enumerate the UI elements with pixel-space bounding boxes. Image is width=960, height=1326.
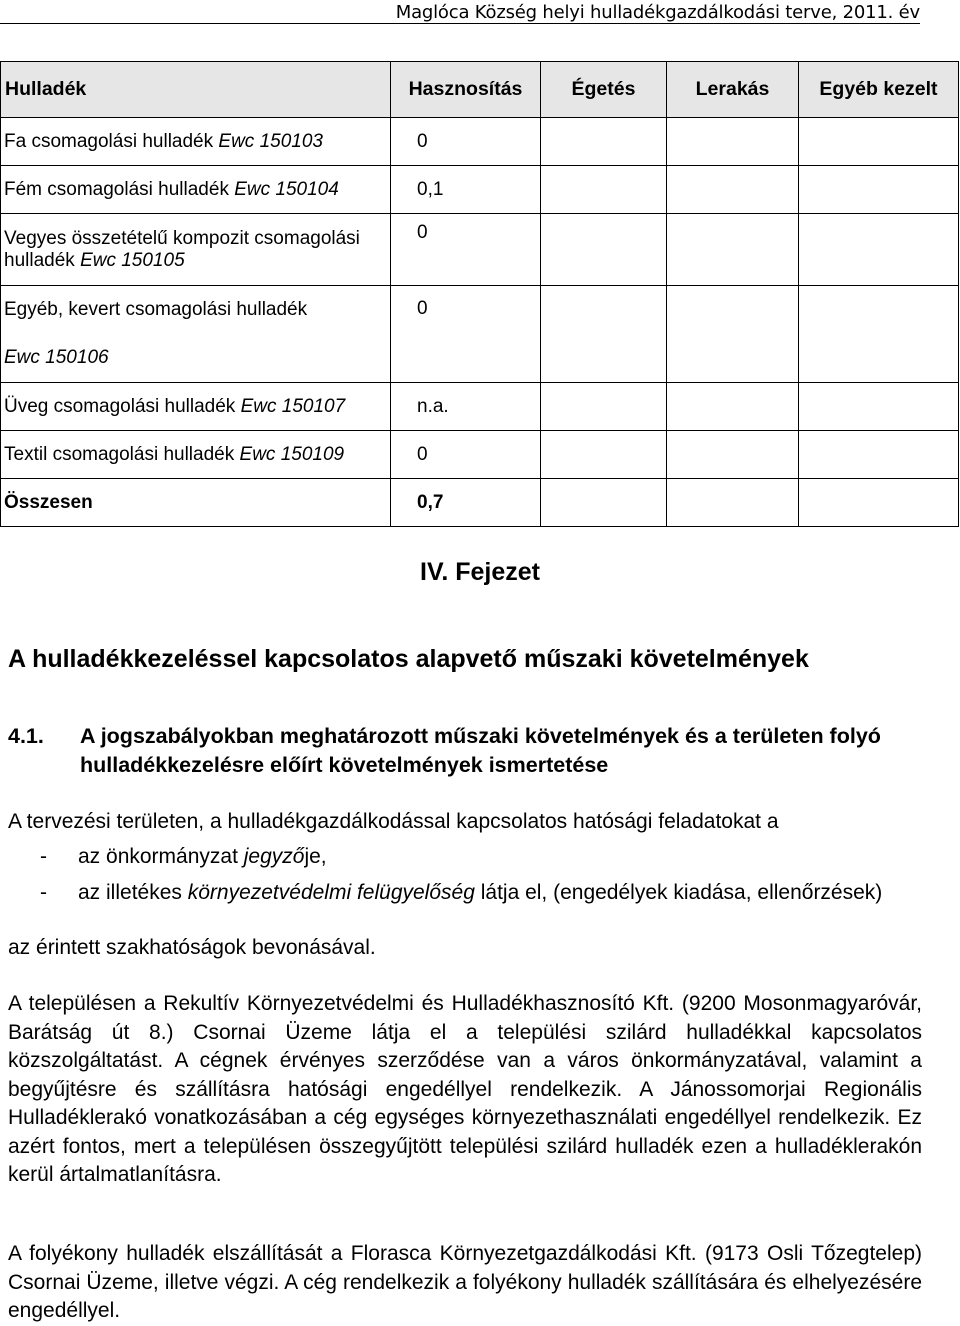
- table-row: [1, 118, 959, 166]
- paragraph-liquid-waste: A folyékony hulladék elszállítását a Florasca Környezetgazdálkodási Kft. (9173 Osli Tőzegtelep) Csornai Üzeme, illetve végzi. A cég rendelkezik a folyékony hulladék szállítására és elhelyezésére engedéllyel.: [8, 1242, 922, 1322]
- row-value: n.a.: [391, 383, 541, 431]
- paragraph-authorities: A tervezési területen, a hulladékgazdálkodással kapcsolatos hatósági feladatokat a: [8, 810, 779, 833]
- table-row: [1, 286, 959, 383]
- row-value: 0: [391, 118, 541, 166]
- paragraph-authorities-end: az érintett szakhatóságok bevonásával.: [8, 936, 376, 959]
- chapter-title: A hulladékkezeléssel kapcsolatos alapvető műszaki követelmények: [8, 645, 809, 673]
- table-row: [1, 383, 959, 431]
- row-label: Vegyes összetételű kompozit csomagolási hulladék Ewc 150105: [1, 214, 391, 286]
- paragraph-service-provider: A településen a Rekultív Környezetvédelmi és Hulladékhasznosító Kft. (9200 Mosonmagyaróvár, Barátság út 8.) Csornai Üzeme látja el a települési szilárd hulladékkal kapcsolatos közszolgáltatást. A cégnek érvényes szerződése van a város önkormányzatával, valamint a begyűjtésre és szállításra hatósági engedéllyel rendelkezik. A Jánossomorjai Regionális Hulladéklerakó vonatkozásában a cég egységes környezethasználati engedéllyel rendelkezik. Ez azért fontos, mert a településen összegyűjtött települési szilárd hulladék ezen a hulladéklerakón kerül ártalmatlanításra.: [8, 992, 922, 1186]
- table-total-row: [1, 479, 959, 527]
- section-number: 4.1.: [8, 724, 44, 748]
- chapter-number: IV. Fejezet: [420, 558, 540, 586]
- total-label: Összesen: [1, 479, 391, 527]
- column-header-waste: Hulladék: [1, 62, 391, 118]
- row-value: 0: [391, 431, 541, 479]
- table-row: [1, 214, 959, 286]
- table-row: [1, 166, 959, 214]
- table-row: [1, 431, 959, 479]
- row-value: 0: [391, 214, 541, 286]
- header-rule: [0, 23, 920, 24]
- waste-table: [0, 61, 959, 527]
- running-header-title: Maglóca Község helyi hulladékgazdálkodási terve, 2011. év: [395, 2, 920, 23]
- row-label: Üveg csomagolási hulladék Ewc 150107: [1, 383, 391, 431]
- table-header-row: [1, 62, 959, 118]
- running-header: [0, 2, 920, 24]
- list-item: - az önkormányzat jegyzője,: [40, 845, 327, 868]
- row-label: Fém csomagolási hulladék Ewc 150104: [1, 166, 391, 214]
- row-label: Egyéb, kevert csomagolási hulladék Ewc 150106: [1, 286, 391, 383]
- column-header-landfill: Lerakás: [667, 62, 799, 118]
- section-title: A jogszabályokban meghatározott műszaki követelmények és a területen folyó hulladékkezelésre előírt követelmények ismertetése: [80, 724, 881, 777]
- row-value: 0: [391, 286, 541, 383]
- row-label: Textil csomagolási hulladék Ewc 150109: [1, 431, 391, 479]
- total-value: 0,7: [391, 479, 541, 527]
- row-label: Fa csomagolási hulladék Ewc 150103: [1, 118, 391, 166]
- column-header-incineration: Égetés: [541, 62, 667, 118]
- column-header-recovery: Hasznosítás: [391, 62, 541, 118]
- column-header-other: Egyéb kezelt: [799, 62, 959, 118]
- list-item: - az illetékes környezetvédelmi felügyelőség látja el, (engedélyek kiadása, ellenőrzések): [40, 881, 883, 904]
- row-value: 0,1: [391, 166, 541, 214]
